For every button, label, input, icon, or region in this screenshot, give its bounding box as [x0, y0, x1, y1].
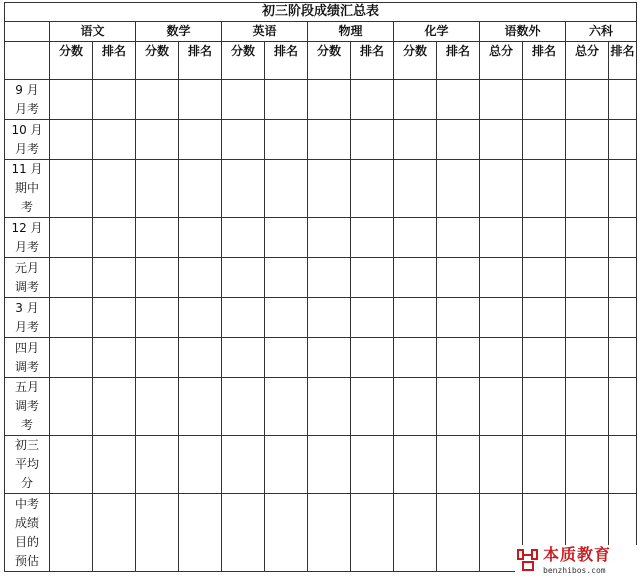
score-cell[interactable] [308, 436, 351, 494]
sub-header-cell: 排名 [179, 42, 222, 80]
table-row [5, 120, 637, 160]
score-cell[interactable] [222, 160, 265, 218]
score-cell[interactable] [394, 120, 437, 160]
row-label-line: 月考 [14, 319, 39, 334]
score-cell[interactable] [50, 160, 93, 218]
score-cell[interactable] [265, 80, 308, 120]
table-row [5, 436, 637, 494]
score-cell[interactable] [437, 80, 480, 120]
score-cell[interactable] [609, 258, 637, 298]
row-label [5, 80, 50, 120]
score-cell[interactable] [50, 258, 93, 298]
score-cell[interactable] [308, 298, 351, 338]
score-cell[interactable] [136, 378, 179, 436]
score-cell[interactable] [394, 218, 437, 258]
score-cell[interactable] [437, 218, 480, 258]
sub-header-cell: 总分 [480, 42, 523, 80]
sub-header-cell: 排名 [523, 42, 566, 80]
score-cell[interactable] [222, 258, 265, 298]
score-cell[interactable] [179, 378, 222, 436]
score-cell[interactable] [50, 436, 93, 494]
score-cell[interactable] [136, 120, 179, 160]
score-cell[interactable] [523, 218, 566, 258]
score-cell[interactable] [136, 160, 179, 218]
sub-header-cell: 总分 [566, 42, 609, 80]
score-cell[interactable] [480, 160, 523, 218]
score-cell[interactable] [437, 298, 480, 338]
row-label-line: 调考 [14, 399, 39, 413]
score-cell[interactable] [222, 298, 265, 338]
score-cell[interactable] [308, 120, 351, 160]
score-cell[interactable] [50, 378, 93, 436]
score-cell[interactable] [222, 494, 265, 572]
row-label-line: 预估 [14, 553, 39, 568]
row-label-line: 月考 [14, 239, 39, 254]
row-label-line: 10 月 [11, 122, 43, 137]
table-row [5, 160, 637, 218]
sub-header-cell: 分数 [222, 42, 265, 80]
score-cell[interactable] [609, 120, 637, 160]
score-cell[interactable] [566, 338, 609, 378]
score-cell[interactable] [394, 378, 437, 436]
row-label [5, 258, 50, 298]
score-cell[interactable] [265, 160, 308, 218]
score-cell[interactable] [394, 494, 437, 572]
score-cell[interactable] [93, 436, 136, 494]
score-cell[interactable] [50, 218, 93, 258]
row-label-line: 月考 [14, 101, 39, 116]
score-cell[interactable] [179, 494, 222, 572]
row-label-line: 目的 [14, 534, 39, 549]
score-cell[interactable] [351, 258, 394, 298]
row-label-line: 元月 [14, 260, 39, 275]
subject-header-row [5, 22, 637, 42]
row-label [5, 160, 50, 218]
row-label-line: 11 月 [11, 162, 43, 176]
score-cell[interactable] [93, 298, 136, 338]
score-cell[interactable] [480, 298, 523, 338]
score-cell[interactable] [609, 338, 637, 378]
score-cell[interactable] [265, 218, 308, 258]
sub-header-cell: 排名 [351, 42, 394, 80]
table-title: 初三阶段成绩汇总表 [5, 3, 637, 22]
score-cell[interactable] [437, 494, 480, 572]
score-cell[interactable] [480, 378, 523, 436]
score-cell[interactable] [351, 494, 394, 572]
score-cell[interactable] [222, 338, 265, 378]
score-cell[interactable] [50, 80, 93, 120]
subject-header-math: 数学 [136, 22, 222, 42]
sub-header-cell: 分数 [394, 42, 437, 80]
row-label [5, 338, 50, 378]
sub-header-row [5, 42, 637, 80]
score-cell[interactable] [566, 436, 609, 494]
score-cell[interactable] [308, 160, 351, 218]
score-cell[interactable] [93, 258, 136, 298]
row-label [5, 436, 50, 494]
score-cell[interactable] [265, 436, 308, 494]
score-cell[interactable] [351, 338, 394, 378]
score-cell[interactable] [351, 378, 394, 436]
score-cell[interactable] [222, 80, 265, 120]
score-cell[interactable] [437, 120, 480, 160]
score-cell[interactable] [222, 120, 265, 160]
score-cell[interactable] [136, 298, 179, 338]
score-cell[interactable] [265, 120, 308, 160]
title-row [5, 3, 637, 22]
score-cell[interactable] [136, 258, 179, 298]
score-cell[interactable] [179, 258, 222, 298]
score-cell[interactable] [93, 218, 136, 258]
subject-header-six-subjects: 六科 [566, 22, 637, 42]
subject-header-physics: 物理 [308, 22, 394, 42]
score-cell[interactable] [437, 160, 480, 218]
score-summary-table [4, 2, 637, 572]
row-label-line: 考 [20, 418, 33, 432]
score-cell[interactable] [480, 80, 523, 120]
score-cell[interactable] [93, 120, 136, 160]
watermark-brand-name: 本质教育 [543, 545, 612, 564]
score-cell[interactable] [93, 378, 136, 436]
score-cell[interactable] [523, 338, 566, 378]
row-label-line: 五月 [14, 380, 39, 394]
exam-rows [5, 80, 637, 572]
subject-header-core-three: 语数外 [480, 22, 566, 42]
corner-cell [5, 22, 50, 42]
sub-header-cell: 排名 [265, 42, 308, 80]
row-label-line: 考 [20, 200, 33, 214]
score-cell[interactable] [265, 378, 308, 436]
score-cell[interactable] [50, 494, 93, 572]
score-cell[interactable] [50, 120, 93, 160]
score-cell[interactable] [136, 494, 179, 572]
score-cell[interactable] [523, 298, 566, 338]
score-cell[interactable] [93, 338, 136, 378]
score-cell[interactable] [523, 80, 566, 120]
score-cell[interactable] [394, 436, 437, 494]
score-cell[interactable] [394, 160, 437, 218]
score-cell[interactable] [222, 436, 265, 494]
score-cell[interactable] [566, 258, 609, 298]
row-label-line: 四月 [14, 340, 39, 355]
score-cell[interactable] [179, 338, 222, 378]
row-label-line: 月考 [14, 141, 39, 156]
score-cell[interactable] [609, 160, 637, 218]
row-label [5, 494, 50, 572]
subject-header-english: 英语 [222, 22, 308, 42]
table-row [5, 338, 637, 378]
sub-header-cell: 排名 [93, 42, 136, 80]
table-row [5, 218, 637, 258]
score-cell[interactable] [308, 494, 351, 572]
score-cell[interactable] [566, 80, 609, 120]
sub-header-cell: 排名 [609, 42, 637, 80]
row-label [5, 218, 50, 258]
subject-header-chinese: 语文 [50, 22, 136, 42]
score-cell[interactable] [308, 338, 351, 378]
corner-cell-lower [5, 42, 50, 80]
score-cell[interactable] [566, 298, 609, 338]
row-label-line: 期中 [14, 181, 39, 195]
score-cell[interactable] [437, 378, 480, 436]
sub-header-cell: 分数 [50, 42, 93, 80]
subject-header-chemistry: 化学 [394, 22, 480, 42]
score-cell[interactable] [394, 298, 437, 338]
score-cell[interactable] [480, 338, 523, 378]
score-cell[interactable] [179, 80, 222, 120]
score-cell[interactable] [265, 298, 308, 338]
score-cell[interactable] [179, 160, 222, 218]
score-cell[interactable] [523, 258, 566, 298]
row-label [5, 378, 50, 436]
score-cell[interactable] [308, 378, 351, 436]
score-cell[interactable] [437, 338, 480, 378]
score-cell[interactable] [179, 436, 222, 494]
score-cell[interactable] [93, 80, 136, 120]
watermark-url: benzhibos.com [543, 566, 606, 575]
score-cell[interactable] [480, 436, 523, 494]
row-label-line: 平均 [14, 457, 39, 471]
score-cell[interactable] [179, 298, 222, 338]
row-label-line: 12 月 [11, 220, 43, 235]
score-cell[interactable] [351, 298, 394, 338]
row-label-line: 调考 [14, 359, 39, 374]
score-cell[interactable] [394, 80, 437, 120]
score-cell[interactable] [566, 160, 609, 218]
table-row [5, 298, 637, 338]
brand-mark-icon [517, 548, 539, 572]
score-cell[interactable] [480, 218, 523, 258]
watermark-logo [515, 545, 637, 579]
row-label-line: 9 月 [15, 82, 39, 97]
score-cell[interactable] [93, 160, 136, 218]
row-label-line: 分 [20, 476, 33, 490]
score-cell[interactable] [523, 378, 566, 436]
score-cell[interactable] [50, 298, 93, 338]
table-row [5, 378, 637, 436]
score-cell[interactable] [136, 436, 179, 494]
row-label-line: 中考 [14, 496, 39, 511]
row-label [5, 298, 50, 338]
score-cell[interactable] [93, 494, 136, 572]
sub-header-cell: 分数 [136, 42, 179, 80]
score-cell[interactable] [308, 218, 351, 258]
score-cell[interactable] [437, 258, 480, 298]
score-cell[interactable] [265, 494, 308, 572]
score-cell[interactable] [609, 436, 637, 494]
score-cell[interactable] [222, 218, 265, 258]
score-cell[interactable] [351, 120, 394, 160]
score-cell[interactable] [523, 436, 566, 494]
score-cell[interactable] [609, 378, 637, 436]
table-row [5, 258, 637, 298]
score-cell[interactable] [136, 338, 179, 378]
score-cell[interactable] [523, 160, 566, 218]
score-cell[interactable] [609, 218, 637, 258]
row-label-line: 3 月 [15, 300, 39, 315]
score-cell[interactable] [50, 338, 93, 378]
score-cell[interactable] [609, 80, 637, 120]
score-cell[interactable] [351, 436, 394, 494]
score-cell[interactable] [351, 80, 394, 120]
row-label-line: 调考 [14, 279, 39, 294]
score-cell[interactable] [308, 258, 351, 298]
score-cell[interactable] [437, 436, 480, 494]
score-cell[interactable] [609, 298, 637, 338]
score-cell[interactable] [179, 120, 222, 160]
score-cell[interactable] [136, 80, 179, 120]
score-cell[interactable] [265, 258, 308, 298]
row-label-line: 成绩 [14, 515, 39, 530]
score-cell[interactable] [566, 120, 609, 160]
sub-header-cell: 排名 [437, 42, 480, 80]
score-cell[interactable] [179, 218, 222, 258]
score-cell[interactable] [480, 258, 523, 298]
score-cell[interactable] [566, 218, 609, 258]
score-cell[interactable] [351, 218, 394, 258]
score-cell[interactable] [351, 160, 394, 218]
score-cell[interactable] [308, 80, 351, 120]
score-cell[interactable] [394, 258, 437, 298]
table-row [5, 80, 637, 120]
row-label-line: 初三 [14, 438, 39, 452]
score-cell[interactable] [222, 378, 265, 436]
score-cell[interactable] [566, 378, 609, 436]
score-cell[interactable] [136, 218, 179, 258]
sub-header-cell: 分数 [308, 42, 351, 80]
row-label [5, 120, 50, 160]
score-cell[interactable] [480, 120, 523, 160]
score-cell[interactable] [523, 120, 566, 160]
score-cell[interactable] [394, 338, 437, 378]
score-cell[interactable] [265, 338, 308, 378]
